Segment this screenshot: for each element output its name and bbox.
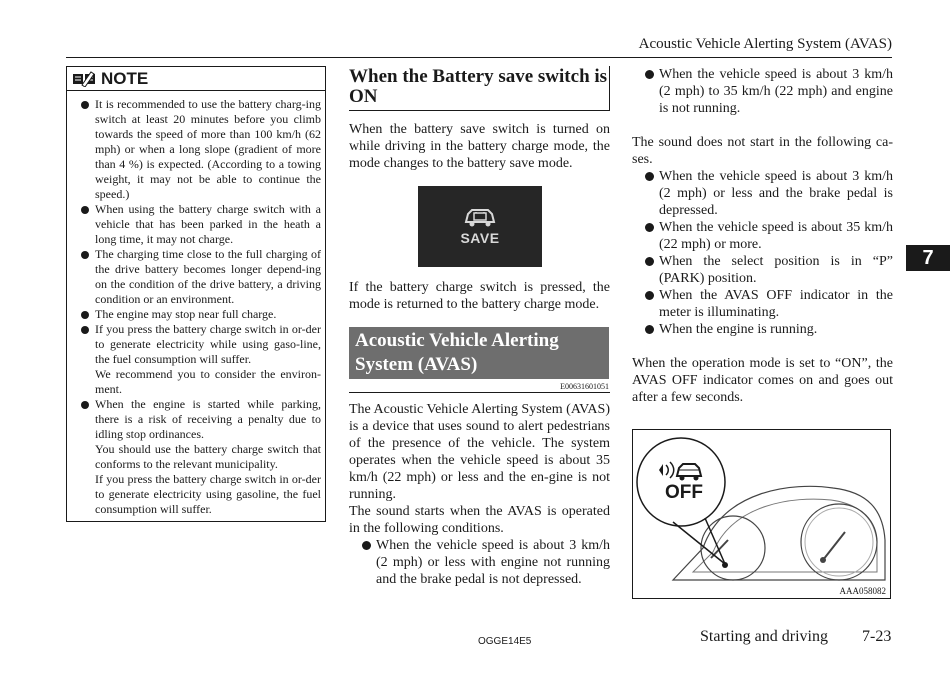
list-item [632, 321, 893, 338]
note-item-text: If you press the battery charge switch in or-der to generate electricity using gasoline, the fuel consumption will suffer. [95, 472, 321, 516]
note-item-text: The charging time close to the full charging of the drive battery becomes longer depend-ing on the condition of the drive battery, a driving condition or an environment. [95, 247, 321, 306]
middle-column [349, 66, 610, 172]
no-start-condition-list [632, 168, 893, 338]
document-code: OGGE14E5 [478, 636, 532, 647]
battery-car-icon [462, 204, 498, 230]
note-header [67, 67, 325, 91]
battery-save-heading: When the Battery save switch is ON [349, 66, 608, 107]
avas-description: The Acoustic Vehicle Alerting System (AVAS) is a device that uses sound to alert pedestrians of the presence of the vehicle. The system operates when the vehicle speed is about 35 km/h (22 mph) or less and the en-gine is not running. [349, 402, 610, 502]
start-condition-text: When the vehicle speed is about 3 km/h (2 mph) to 35 km/h (22 mph) and engine is not running. [659, 67, 893, 116]
bullet-icon [645, 223, 654, 232]
list-item [77, 247, 321, 307]
list-item [77, 202, 321, 247]
battery-save-switch-image [418, 186, 542, 267]
no-start-condition-text: When the engine is running. [659, 322, 818, 337]
instrument-cluster-illustration [633, 430, 890, 598]
no-start-condition-text: When the vehicle speed is about 3 km/h (2 mph) or less and the brake pedal is depressed. [659, 169, 893, 218]
bullet-icon [645, 325, 654, 334]
avas-section-banner: Acoustic Vehicle Alerting System (AVAS) [349, 327, 609, 379]
note-label: NOTE [101, 68, 149, 88]
list-item [632, 66, 893, 117]
save-label: SAVE [460, 230, 500, 246]
note-pen-icon [71, 71, 97, 87]
avas-indicator-illustration [632, 429, 891, 599]
avas-body [349, 401, 610, 588]
note-item-text: When using the battery charge switch with a vehicle that has been parked in the heath a long time, it may not charge. [95, 202, 321, 246]
battery-save-after: If the battery charge switch is pressed, the mode is returned to the battery charge mode. [349, 280, 610, 312]
bullet-icon [81, 401, 89, 409]
no-start-condition-text: When the AVAS OFF indicator in the meter is illuminating. [659, 288, 893, 320]
note-list [67, 91, 325, 517]
bullet-icon [645, 291, 654, 300]
avas-off-indicator-label: OFF [665, 482, 703, 503]
bullet-icon [81, 251, 89, 259]
illustration-code: AAA058082 [839, 586, 886, 596]
avas-not-start-text: The sound does not start in the following ca-ses. [632, 135, 893, 167]
bullet-icon [645, 172, 654, 181]
note-box [66, 66, 326, 522]
bullet-icon [645, 257, 654, 266]
avas-mode-text: When the operation mode is set to “ON”, the AVAS OFF indicator comes on and goes out after a few seconds. [632, 356, 893, 405]
list-item [77, 307, 321, 322]
start-condition-list-continued [632, 66, 893, 117]
bullet-icon [81, 326, 89, 334]
page-number: 7-23 [862, 628, 892, 645]
chapter-tab: 7 [906, 245, 950, 271]
note-item-text: We recommend you to consider the environ-ment. [95, 367, 321, 396]
note-item-text: If you press the battery charge switch in or-der to generate electricity while using gaso-line, the fuel consumption will suffer. [95, 322, 321, 366]
right-column [632, 66, 893, 406]
list-item [77, 397, 321, 517]
no-start-condition-text: When the select position is in “P” (PARK) position. [659, 254, 893, 286]
battery-save-intro: When the battery save switch is turned on while driving in the battery charge mode, the mode changes to the battery save mode. [349, 122, 610, 171]
header-rule [66, 57, 892, 58]
note-item-text: When the engine is started while parking, there is a risk of receiving a penalty due to idling stop ordinances. [95, 397, 321, 441]
list-item [632, 287, 893, 321]
avas-rule [349, 392, 610, 393]
note-item-text: It is recommended to use the battery charg-ing switch at least 20 minutes before you climb towards the speed of more than 100 km/h (62 mph) or when a long slope (gradient of more than 4 %) is expected. (According to a towing weight, it may not be able to continue the speed.) [95, 97, 321, 201]
list-item [349, 537, 610, 588]
footer-section-title: Starting and driving [700, 628, 828, 645]
list-item [632, 168, 893, 219]
bullet-icon [81, 101, 89, 109]
no-start-condition-text: When the vehicle speed is about 35 km/h (22 mph) or more. [659, 220, 893, 252]
bullet-icon [362, 541, 371, 550]
note-item-text: The engine may stop near full charge. [95, 307, 277, 321]
bullet-icon [645, 70, 654, 79]
battery-save-heading-box [349, 66, 610, 111]
avas-starts-text: The sound starts when the AVAS is operated in the following conditions. [349, 504, 610, 536]
start-condition-text: When the vehicle speed is about 3 km/h (2 mph) or less with engine not running and the brake pedal is not depressed. [376, 538, 610, 587]
list-item [632, 253, 893, 287]
note-item-text: You should use the battery charge switch that conforms to the relevant municipality. [95, 442, 321, 471]
bullet-icon [81, 206, 89, 214]
avas-reference-code: E00631601051 [560, 382, 609, 391]
start-condition-list [349, 537, 610, 588]
list-item [77, 322, 321, 397]
list-item [632, 219, 893, 253]
bullet-icon [81, 311, 89, 319]
list-item [77, 97, 321, 202]
running-header-title: Acoustic Vehicle Alerting System (AVAS) [638, 36, 892, 52]
